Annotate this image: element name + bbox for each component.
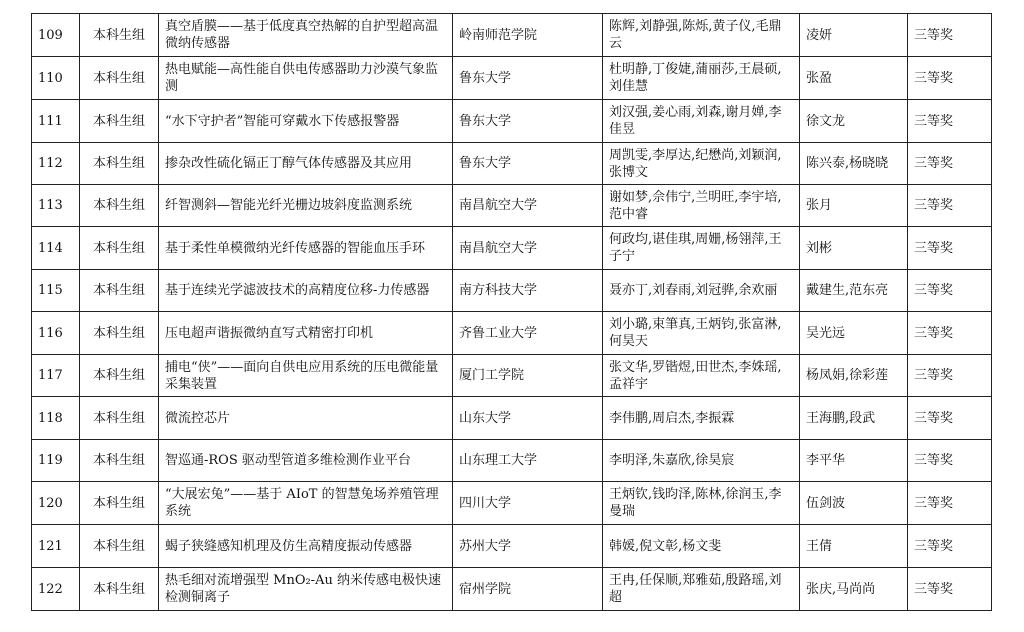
school-cell: 苏州大学 <box>453 525 603 568</box>
students-cell: 刘小璐,束筆真,王炳钧,张富淋,何昊天 <box>603 312 800 355</box>
award-cell: 三等奖 <box>908 312 992 355</box>
project-title-cell: “水下守护者”智能可穿戴水下传感报警器 <box>159 100 453 143</box>
advisor-cell: 伍剑波 <box>800 482 908 525</box>
row-number: 122 <box>32 568 80 611</box>
award-cell: 三等奖 <box>908 270 992 312</box>
students-cell: 陈辉,刘静强,陈烁,黄子仪,毛鼎云 <box>603 14 800 57</box>
award-cell: 三等奖 <box>908 14 992 57</box>
students-cell: 韩媛,倪文彰,杨文斐 <box>603 525 800 568</box>
project-title-cell: 蝎子狭缝感知机理及仿生高精度振动传感器 <box>159 525 453 568</box>
group-cell: 本科生组 <box>80 312 159 355</box>
project-title-cell: 掺杂改性硫化镉正丁醇气体传感器及其应用 <box>159 143 453 185</box>
school-cell: 厦门工学院 <box>453 355 603 397</box>
students-cell: 杜明静,丁俊婕,蒲丽莎,王晨硕,刘佳慧 <box>603 57 800 100</box>
project-title-cell: 压电超声谐振微纳直写式精密打印机 <box>159 312 453 355</box>
project-title-cell: “大展宏兔”——基于 AIoT 的智慧兔场养殖管理系统 <box>159 482 453 525</box>
row-number: 110 <box>32 57 80 100</box>
students-cell: 谢如梦,佘伟宁,兰明旺,李宇培,范中睿 <box>603 185 800 227</box>
table-row <box>32 270 992 312</box>
project-title-cell: 微流控芯片 <box>159 397 453 440</box>
row-number: 112 <box>32 143 80 185</box>
table-row <box>32 568 992 611</box>
advisor-cell: 徐文龙 <box>800 100 908 143</box>
group-cell: 本科生组 <box>80 568 159 611</box>
row-number: 116 <box>32 312 80 355</box>
advisor-cell: 刘彬 <box>800 227 908 270</box>
advisor-cell: 凌妍 <box>800 14 908 57</box>
group-cell: 本科生组 <box>80 57 159 100</box>
table-row <box>32 14 992 57</box>
advisor-cell: 戴建生,范东亮 <box>800 270 908 312</box>
students-cell: 李伟鹏,周启杰,李振霖 <box>603 397 800 440</box>
students-cell: 周凯雯,李厚达,纪懋尚,刘颖润,张博文 <box>603 143 800 185</box>
school-cell: 鲁东大学 <box>453 143 603 185</box>
school-cell: 南昌航空大学 <box>453 185 603 227</box>
table-row <box>32 525 992 568</box>
table-row <box>32 440 992 482</box>
students-cell: 张文华,罗锴煜,田世杰,李姝瑶,孟祥宇 <box>603 355 800 397</box>
students-cell: 刘汉强,姜心雨,刘森,谢月婵,李佳昱 <box>603 100 800 143</box>
award-cell: 三等奖 <box>908 397 992 440</box>
award-cell: 三等奖 <box>908 57 992 100</box>
table-row <box>32 100 992 143</box>
award-cell: 三等奖 <box>908 227 992 270</box>
project-title-cell: 纤智测斜—智能光纤光栅边坡斜度监测系统 <box>159 185 453 227</box>
row-number: 113 <box>32 185 80 227</box>
row-number: 109 <box>32 14 80 57</box>
award-cell: 三等奖 <box>908 185 992 227</box>
row-number: 117 <box>32 355 80 397</box>
group-cell: 本科生组 <box>80 14 159 57</box>
awards-table-body <box>32 14 992 611</box>
award-cell: 三等奖 <box>908 355 992 397</box>
students-cell: 聂亦丁,刘春雨,刘冠骅,余欢丽 <box>603 270 800 312</box>
advisor-cell: 张月 <box>800 185 908 227</box>
table-row <box>32 185 992 227</box>
row-number: 115 <box>32 270 80 312</box>
row-number: 111 <box>32 100 80 143</box>
table-row <box>32 355 992 397</box>
table-row <box>32 227 992 270</box>
advisor-cell: 张盈 <box>800 57 908 100</box>
table-row <box>32 397 992 440</box>
group-cell: 本科生组 <box>80 270 159 312</box>
school-cell: 岭南师范学院 <box>453 14 603 57</box>
advisor-cell: 王海鹏,段武 <box>800 397 908 440</box>
students-cell: 何政均,谌佳琪,周姗,杨翎萍,王子宁 <box>603 227 800 270</box>
group-cell: 本科生组 <box>80 100 159 143</box>
group-cell: 本科生组 <box>80 482 159 525</box>
award-cell: 三等奖 <box>908 525 992 568</box>
school-cell: 鲁东大学 <box>453 57 603 100</box>
project-title-cell: 基于柔性单模微纳光纤传感器的智能血压手环 <box>159 227 453 270</box>
awards-table <box>31 13 992 611</box>
school-cell: 齐鲁工业大学 <box>453 312 603 355</box>
group-cell: 本科生组 <box>80 397 159 440</box>
group-cell: 本科生组 <box>80 185 159 227</box>
group-cell: 本科生组 <box>80 227 159 270</box>
table-row <box>32 143 992 185</box>
students-cell: 李明泽,朱嘉欣,徐昊宸 <box>603 440 800 482</box>
school-cell: 南方科技大学 <box>453 270 603 312</box>
table-row <box>32 312 992 355</box>
award-cell: 三等奖 <box>908 100 992 143</box>
advisor-cell: 李平华 <box>800 440 908 482</box>
advisor-cell: 吴光远 <box>800 312 908 355</box>
students-cell: 王冉,任保顺,郑雅茹,殷路瑶,刘超 <box>603 568 800 611</box>
project-title-cell: 真空盾膜——基于低度真空热解的自护型超高温微纳传感器 <box>159 14 453 57</box>
table-row <box>32 57 992 100</box>
row-number: 121 <box>32 525 80 568</box>
project-title-cell: 热电赋能—高性能自供电传感器助力沙漠气象监测 <box>159 57 453 100</box>
award-cell: 三等奖 <box>908 568 992 611</box>
school-cell: 南昌航空大学 <box>453 227 603 270</box>
award-cell: 三等奖 <box>908 482 992 525</box>
advisor-cell: 陈兴泰,杨晓晓 <box>800 143 908 185</box>
group-cell: 本科生组 <box>80 355 159 397</box>
project-title-cell: 基于连续光学滤波技术的高精度位移-力传感器 <box>159 270 453 312</box>
students-cell: 王炳钦,钱昀泽,陈林,徐润玉,李曼瑞 <box>603 482 800 525</box>
advisor-cell: 王倩 <box>800 525 908 568</box>
row-number: 120 <box>32 482 80 525</box>
award-cell: 三等奖 <box>908 143 992 185</box>
school-cell: 宿州学院 <box>453 568 603 611</box>
advisor-cell: 杨凤娟,徐彩莲 <box>800 355 908 397</box>
row-number: 114 <box>32 227 80 270</box>
advisor-cell: 张庆,马尚尚 <box>800 568 908 611</box>
row-number: 119 <box>32 440 80 482</box>
school-cell: 山东大学 <box>453 397 603 440</box>
row-number: 118 <box>32 397 80 440</box>
group-cell: 本科生组 <box>80 143 159 185</box>
school-cell: 四川大学 <box>453 482 603 525</box>
school-cell: 鲁东大学 <box>453 100 603 143</box>
school-cell: 山东理工大学 <box>453 440 603 482</box>
project-title-cell: 热毛细对流增强型 MnO₂-Au 纳米传感电极快速检测铜离子 <box>159 568 453 611</box>
table-row <box>32 482 992 525</box>
group-cell: 本科生组 <box>80 525 159 568</box>
project-title-cell: 智巡通-ROS 驱动型管道多维检测作业平台 <box>159 440 453 482</box>
group-cell: 本科生组 <box>80 440 159 482</box>
award-cell: 三等奖 <box>908 440 992 482</box>
project-title-cell: 捕电“侠”——面向自供电应用系统的压电微能量采集装置 <box>159 355 453 397</box>
